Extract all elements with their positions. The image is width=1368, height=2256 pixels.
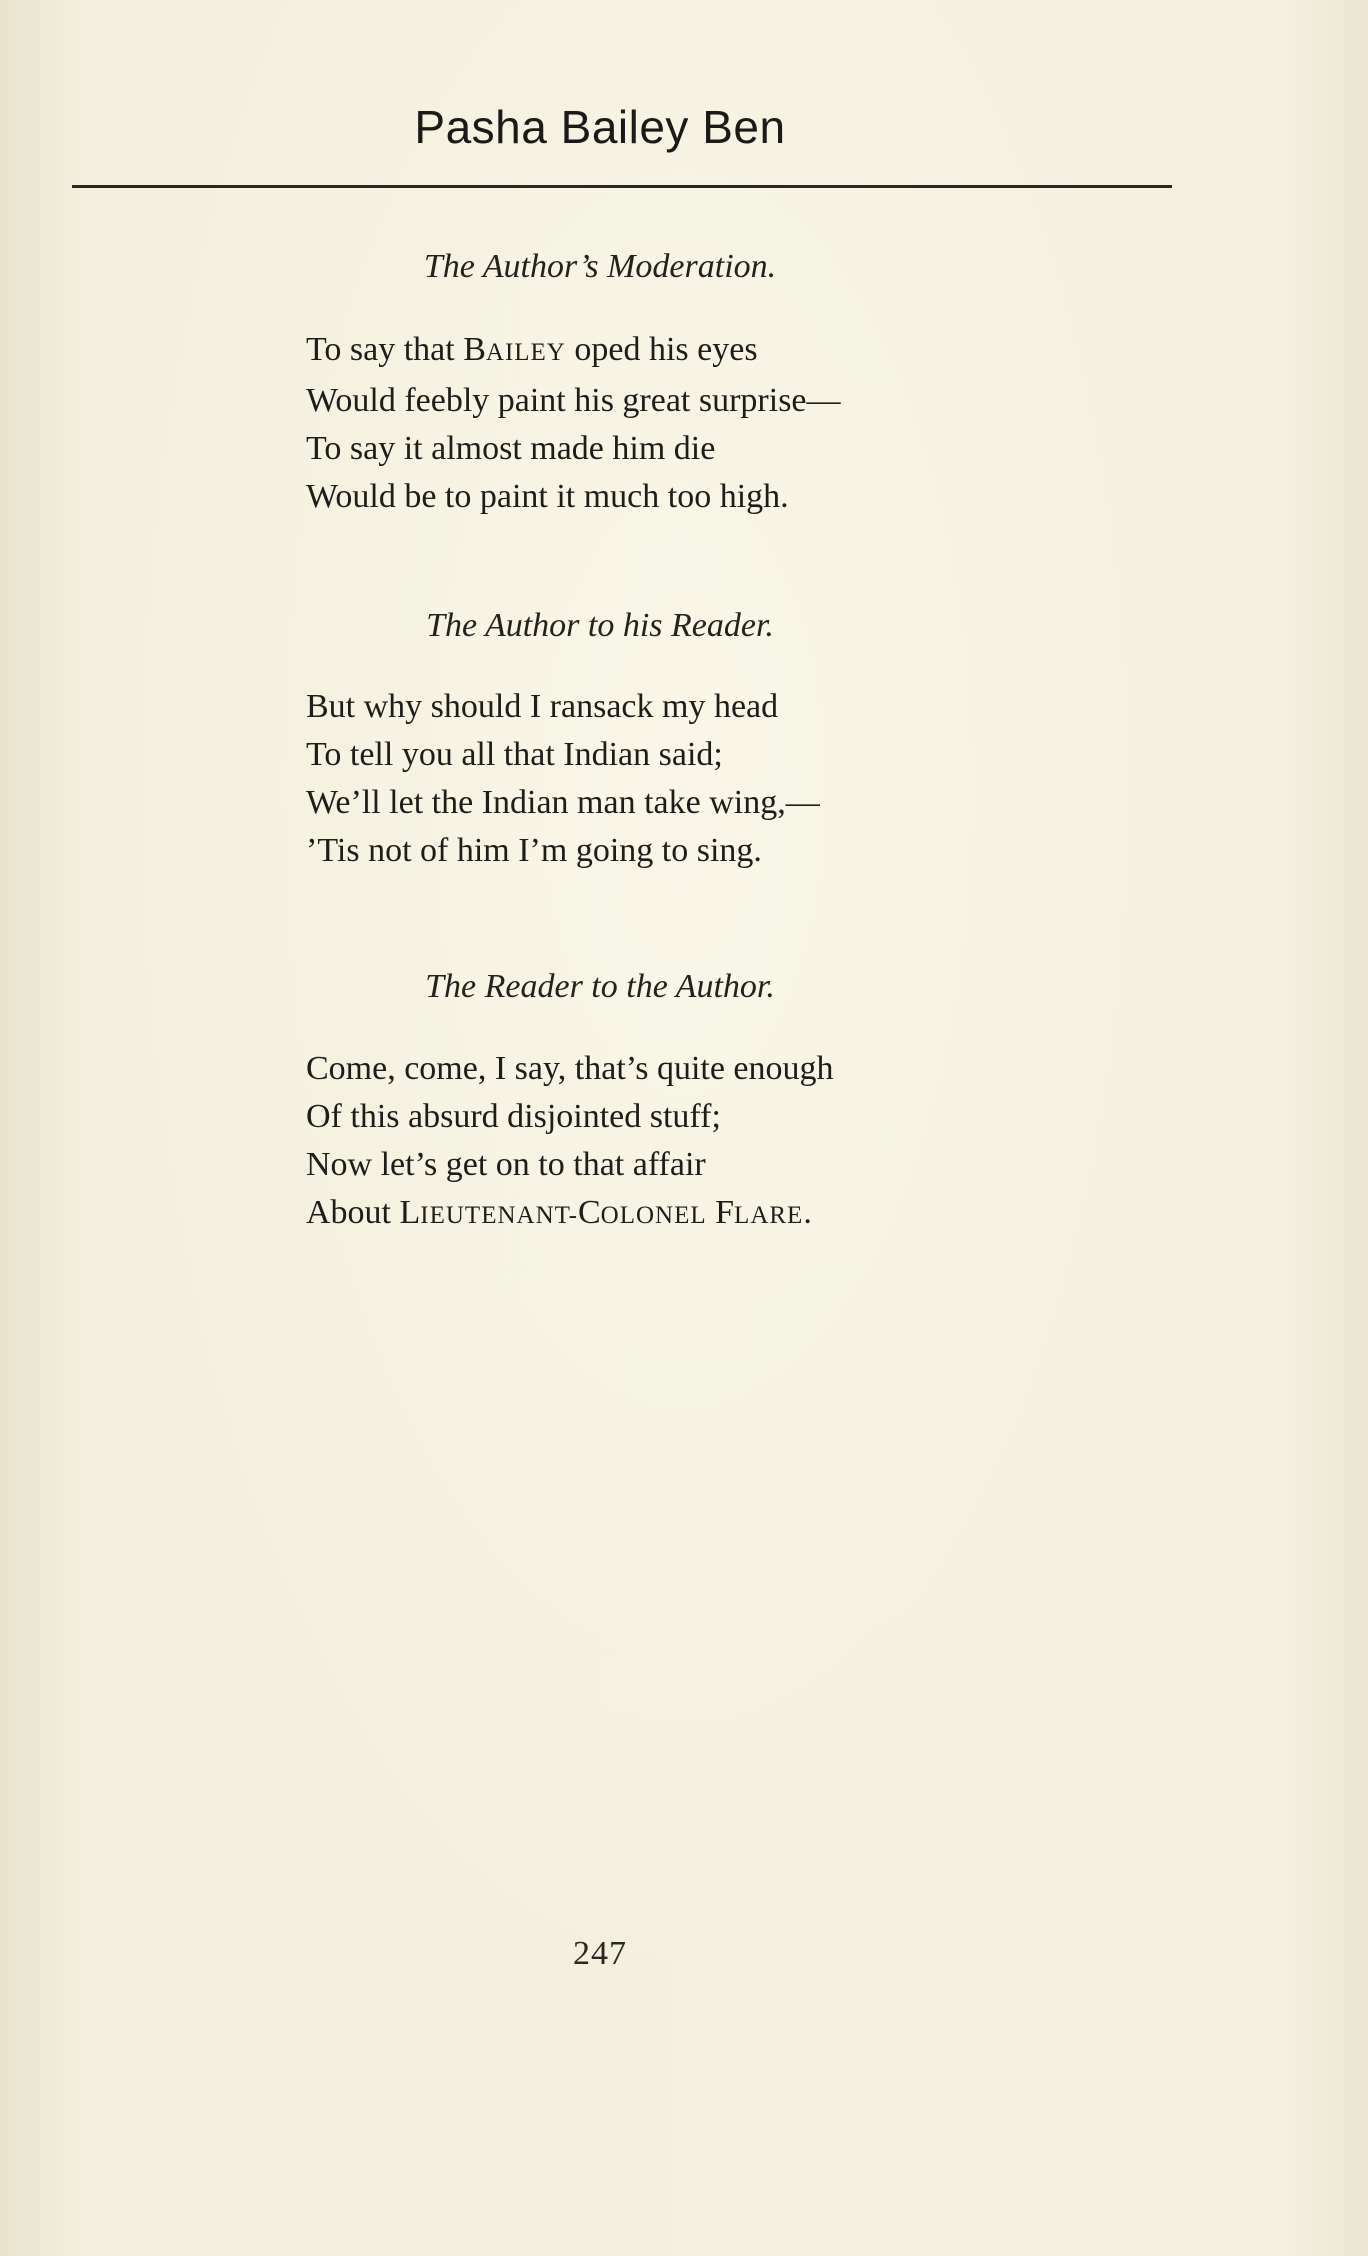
verse-line: But why should I ransack my head bbox=[306, 688, 779, 725]
stanza-reader-to-author bbox=[306, 1045, 1106, 1240]
page-number: 247 bbox=[573, 1935, 627, 1972]
verse-line: Now let’s get on to that affair bbox=[306, 1146, 706, 1183]
stanza-authors-moderation bbox=[306, 326, 1106, 521]
section-title-authors-moderation: The Author’s Moderation. bbox=[423, 248, 777, 285]
verse-line: We’ll let the Indian man take wing,— bbox=[306, 784, 820, 821]
verse-line: About LIEUTENANT-COLONEL FLARE. bbox=[306, 1194, 812, 1231]
verse-line: Come, come, I say, that’s quite enough bbox=[306, 1050, 834, 1087]
verse-line: To say it almost made him die bbox=[306, 430, 716, 467]
running-head-title: Pasha Bailey Ben bbox=[414, 101, 786, 153]
verse-line: Would be to paint it much too high. bbox=[306, 478, 789, 515]
stanza-author-to-reader bbox=[306, 683, 1106, 875]
verse-line: Of this absurd disjointed stuff; bbox=[306, 1098, 721, 1135]
verse-line: To say that BAILEY oped his eyes bbox=[306, 331, 758, 368]
verse-line: To tell you all that Indian said; bbox=[306, 736, 723, 773]
section-title-reader-to-author: The Reader to the Author. bbox=[425, 968, 775, 1005]
header-rule bbox=[72, 185, 1172, 188]
verse-line: ’Tis not of him I’m going to sing. bbox=[306, 832, 762, 869]
verse-line: Would feebly paint his great surprise— bbox=[306, 382, 841, 419]
section-title-author-to-reader: The Author to his Reader. bbox=[426, 607, 774, 644]
